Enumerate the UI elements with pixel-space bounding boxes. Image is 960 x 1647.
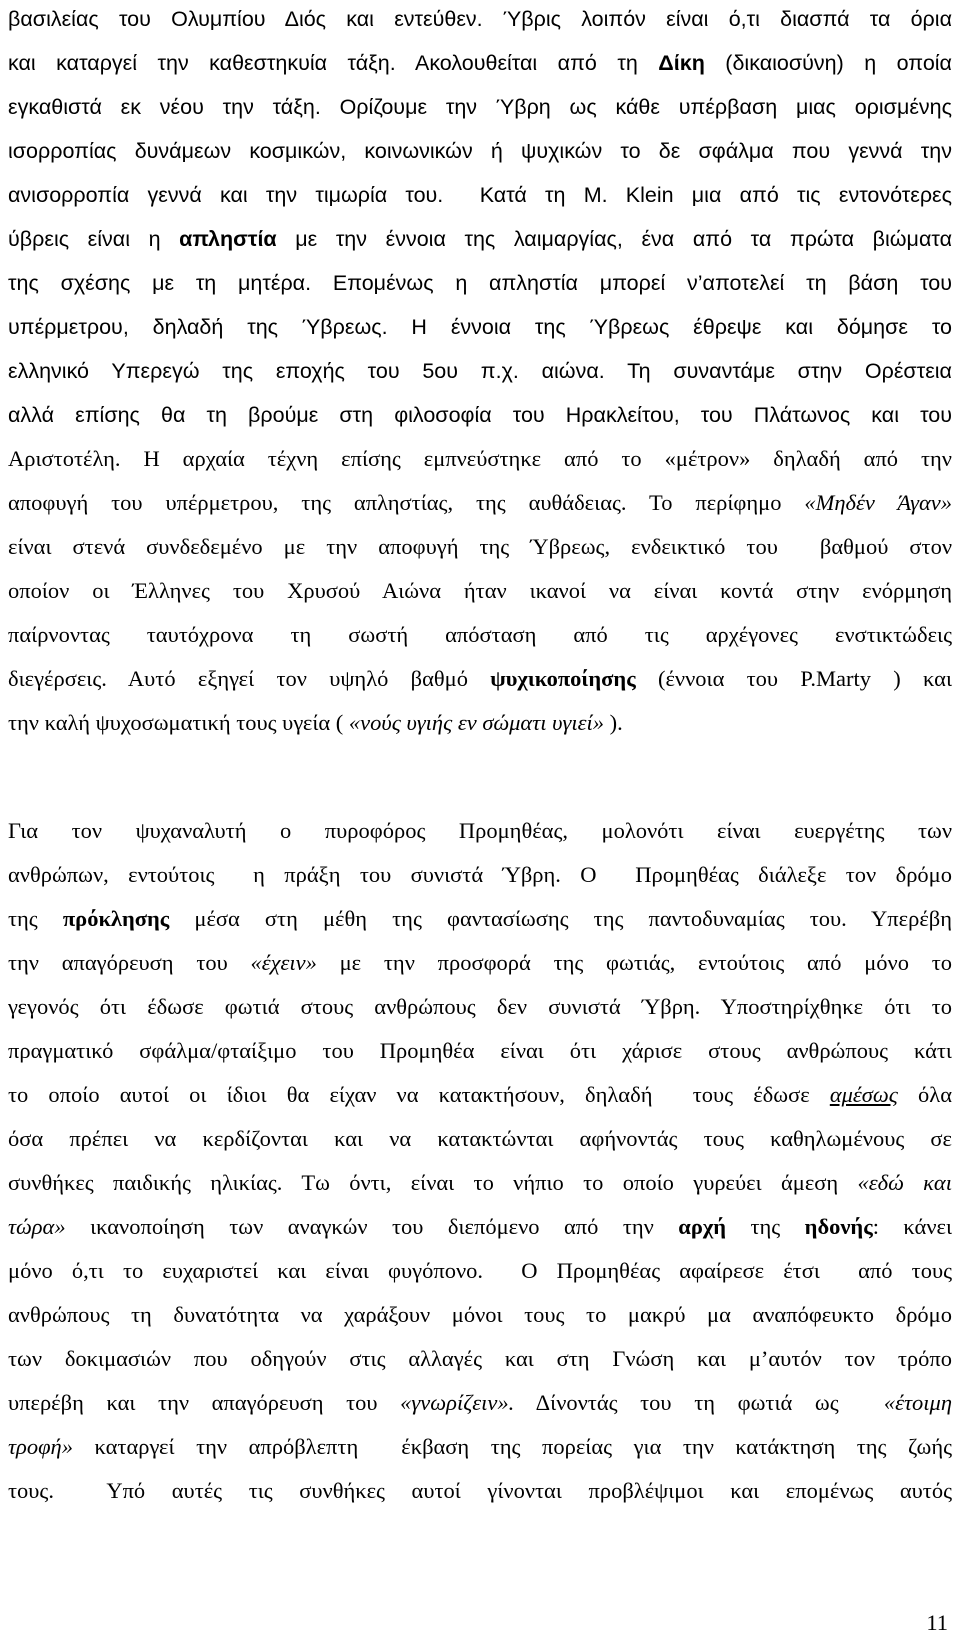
page-number: 11 xyxy=(926,1610,948,1635)
italic-phrase-tora: τώρα» xyxy=(8,1214,66,1239)
text-line: αλλά επίσης θα τη βρούμε στη φιλοσοφία του Ηρακλείτου, του Πλάτωνος και του xyxy=(8,403,952,427)
italic-phrase-gnorizein: «γνωρίζειν». xyxy=(400,1390,515,1415)
text-line: των δοκιμασιών που οδηγούν στις αλλαγές και στη Γνώση και μ’αυτόν τον τρόπο xyxy=(8,1346,952,1371)
italic-phrase-etoimi: «έτοιμη xyxy=(883,1390,952,1415)
text-line: παίρνοντας ταυτόχρονα τη σωστή απόσταση από τις αρχέγονες ενστικτώδεις xyxy=(8,622,952,647)
text-line: ανθρώπων, εντούτοις η πράξη του συνιστά Ύβρη. Ο Προμηθέας διάλεξε τον δρόμο xyxy=(8,862,952,887)
italic-phrase-trofi: τροφή» xyxy=(8,1434,73,1459)
text-line: της πρόκλησης μέσα στη μέθη της φαντασίωσης της παντοδυναμίας του. Υπερέβη xyxy=(8,906,952,931)
text-line: ελληνικό Υπερεγώ της εποχής του 5ου π.χ. αιώνα. Τη συναντάμε στην Ορέστεια xyxy=(8,359,952,383)
bold-term-proklisis: πρόκλησης xyxy=(62,906,170,931)
underlined-word-amesos: αμέσως xyxy=(829,1082,898,1107)
text-line: είναι στενά συνδεδεμένο με την αποφυγή της Ύβρεως, ενδεικτικό του βαθμού στον xyxy=(8,534,952,559)
text-line: ανισορροπία γεννά και την τιμωρία του. Κατά τη M. Klein μια από τις εντονότερες xyxy=(8,183,952,207)
text-line: ανθρώπους τη δυνατότητα να χαράξουν μόνοι τους το μακρύ μα αναπόφευκτο δρόμο xyxy=(8,1302,952,1327)
text-line: πραγματικό σφάλμα/φταίξιμο του Προμηθέα είναι ότι χάρισε στους ανθρώπους κάτι xyxy=(8,1038,952,1063)
text-line: ισορροπίας δυνάμεων κοσμικών, κοινωνικών ή ψυχικών το δε σφάλμα που γεννά την xyxy=(8,139,952,163)
text-line: οποίον οι Έλληνες του Χρυσού Αιώνα ήταν ικανοί να είναι κοντά στην ενόρμηση xyxy=(8,578,952,603)
text-line: υπέρμετρου, δηλαδή της Ύβρεως. Η έννοια της Ύβρεως έθρεψε και δόμησε το xyxy=(8,315,952,339)
bold-term-dike: Δίκη xyxy=(658,51,705,75)
italic-phrase-edo-kai: «εδώ και xyxy=(857,1170,952,1195)
text-line: την απαγόρευση του «έχειν» με την προσφορά της φωτιάς, εντούτοις από μόνο το xyxy=(8,950,952,975)
text-line: της σχέσης με τη μητέρα. Επομένως η απληστία μπορεί ν’αποτελεί τη βάση του xyxy=(8,271,952,295)
text-line: βασιλείας του Ολυμπίου Διός και εντεύθεν. Ύβρις λοιπόν είναι ό,τι διασπά τα όρια xyxy=(8,7,952,31)
text-line: ύβρεις είναι η απληστία με την έννοια της λαιμαργίας, ένα από τα πρώτα βιώματα xyxy=(8,227,952,251)
bold-term-psychikopoiisis: ψυχικοποίησης xyxy=(490,666,636,691)
text-line: την καλή ψυχοσωματική τους υγεία ( «νούς υγιής εν σώματι υγιεί» ). xyxy=(8,710,623,735)
text-line: αποφυγή του υπέρμετρου, της απληστίας, της αυθάδειας. Το περίφημο «Μηδέν Άγαν» xyxy=(8,490,952,515)
text-line: υπερέβη και την απαγόρευση του «γνωρίζειν». Δίνοντάς του τη φωτιά ως «έτοιμη xyxy=(8,1390,952,1415)
text-line: διεγέρσεις. Αυτό εξηγεί τον υψηλό βαθμό ψυχικοποίησης (έννοια του P.Marty ) και xyxy=(8,666,952,691)
text-line: τροφή» καταργεί την απρόβλεπτη έκβαση της πορείας για την κατάκτηση της ζωής xyxy=(8,1434,952,1459)
text-line: Για τον ψυχαναλυτή ο πυροφόρος Προμηθέας, μολονότι είναι ευεργέτης των xyxy=(8,818,952,843)
text-line: εγκαθιστά εκ νέου την τάξη. Ορίζουμε την Ύβρη ως κάθε υπέρβαση μιας ορισμένης xyxy=(8,95,952,119)
text-line: όσα πρέπει να κερδίζονται και να κατακτώνται αφήνοντάς τους καθηλωμένους σε xyxy=(8,1126,952,1151)
text-line: συνθήκες παιδικής ηλικίας. Τω όντι, είναι το νήπιο το οποίο γυρεύει άμεση «εδώ και xyxy=(8,1170,952,1195)
bold-term-idonis: ηδονής xyxy=(804,1214,873,1239)
text-line: Αριστοτέλη. Η αρχαία τέχνη επίσης εμπνεύστηκε από το «μέτρον» δηλαδή από την xyxy=(8,446,952,471)
text-line: γεγονός ότι έδωσε φωτιά στους ανθρώπους δεν συνιστά Ύβρη. Υποστηρίχθηκε ότι το xyxy=(8,994,952,1019)
italic-phrase-echein: «έχειν» xyxy=(250,950,317,975)
bold-term-archi: αρχή xyxy=(678,1214,727,1239)
italic-phrase-nous-ygiis: «νούς υγιής εν σώματι υγιεί» xyxy=(348,710,604,735)
text-line: μόνο ό,τι το ευχαριστεί και είναι φυγόπονο. Ο Προμηθέας αφαίρεσε έτσι από τους xyxy=(8,1258,952,1283)
text-line: τους. Υπό αυτές τις συνθήκες αυτοί γίνονται προβλέψιμοι και επομένως αυτός xyxy=(8,1478,952,1503)
text-line: το οποίο αυτοί οι ίδιοι θα είχαν να κατακτήσουν, δηλαδή τους έδωσε αμέσως όλα xyxy=(8,1082,952,1107)
italic-phrase-miden-agan: «Μηδέν Άγαν» xyxy=(804,490,952,515)
text-line: και καταργεί την καθεστηκυία τάξη. Ακολουθείται από τη Δίκη (δικαιοσύνη) η οποία xyxy=(8,51,952,75)
bold-term-aplistia: απληστία xyxy=(179,227,277,251)
text-line: τώρα» ικανοποίηση των αναγκών του διεπόμενο από την αρχή της ηδονής: κάνει xyxy=(8,1214,953,1239)
